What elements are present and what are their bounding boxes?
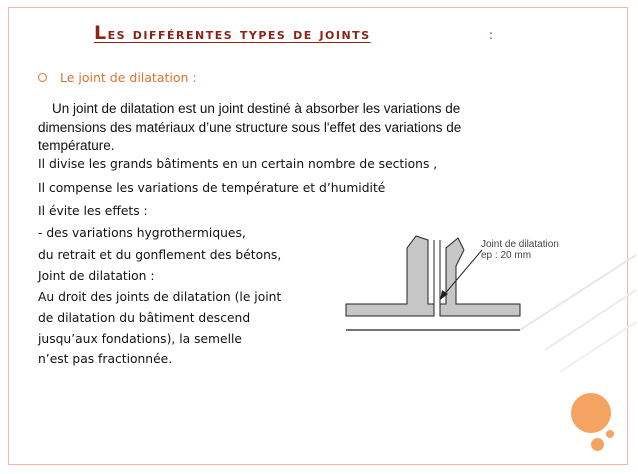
paragraph-line: température. (38, 138, 115, 153)
callout-title: Joint de dilatation (481, 239, 559, 250)
text-line: de dilatation du bâtiment descend (38, 311, 251, 325)
bullet-text: Le joint de dilatation : (60, 70, 197, 85)
title-rest: es différentes types de joints (107, 25, 371, 43)
text-line: Au droit des joints de dilatation (le joint (38, 290, 282, 304)
text-line: Joint de dilatation : (38, 269, 155, 283)
text-line: Il compense les variations de température et d’humidité (38, 181, 386, 195)
text-line: Il divise les grands bâtiments en un certain nombre de sections , (38, 157, 438, 171)
foundation-left (346, 236, 434, 316)
callout-thickness: ep : 20 mm (481, 250, 532, 261)
title-first-letter: L (94, 22, 108, 44)
text-line: Il évite les effets : (38, 204, 148, 218)
paragraph-line: dimensions des matériaux d’une structure sous l'effet des variations de (38, 120, 462, 135)
decorative-circle (571, 393, 611, 433)
paragraph-line: Un joint de dilatation est un joint destiné à absorber les variations de (52, 101, 461, 116)
diagram-callout (481, 239, 559, 261)
decorative-circle (591, 438, 604, 451)
text-line: - des variations hygrothermiques, (38, 226, 246, 240)
title-colon: : (489, 28, 494, 42)
decorative-circle (606, 430, 614, 438)
text-line: n’est pas fractionnée. (38, 352, 173, 366)
text-line: du retrait et du gonflement des bétons, (38, 248, 282, 262)
text-line: jusqu’aux fondations), la semelle (38, 332, 242, 346)
